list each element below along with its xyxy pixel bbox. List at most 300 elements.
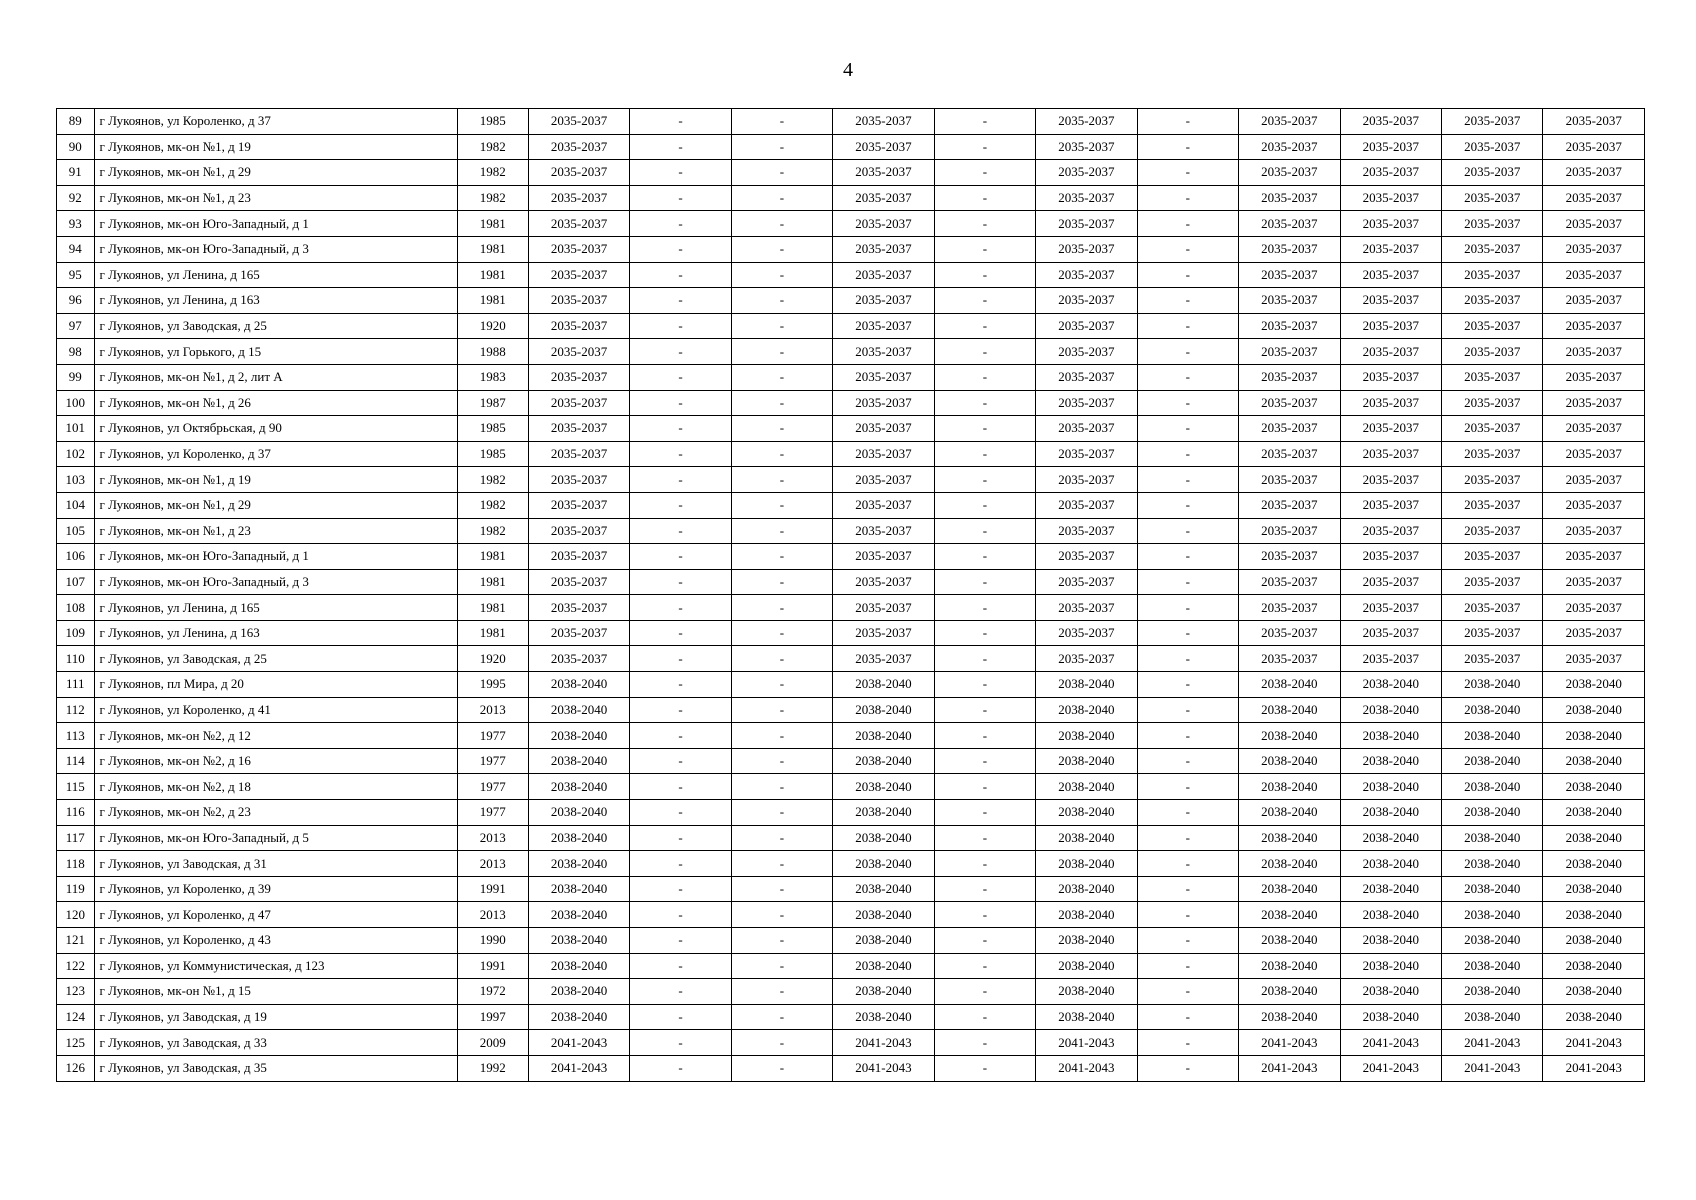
cell-period-col-4: 2035-2037 — [833, 160, 934, 186]
cell-period-col-10: 2041-2043 — [1442, 1055, 1543, 1081]
cell-period-col-4: 2035-2037 — [833, 262, 934, 288]
cell-period-col-1: 2035-2037 — [528, 646, 629, 672]
table-row — [57, 288, 1645, 314]
cell-period-col-1: 2035-2037 — [528, 364, 629, 390]
cell-period-col-8: 2038-2040 — [1239, 928, 1340, 954]
cell-period-col-8: 2035-2037 — [1239, 646, 1340, 672]
cell-year-built: 1983 — [457, 364, 528, 390]
cell-period-col-1: 2035-2037 — [528, 544, 629, 570]
cell-period-col-9: 2035-2037 — [1340, 390, 1441, 416]
cell-period-col-7: - — [1137, 800, 1238, 826]
cell-row-number: 103 — [57, 467, 95, 493]
cell-period-col-10: 2035-2037 — [1442, 492, 1543, 518]
cell-year-built: 1977 — [457, 723, 528, 749]
cell-year-built: 1920 — [457, 646, 528, 672]
cell-period-col-4: 2038-2040 — [833, 825, 934, 851]
cell-period-col-3: - — [731, 595, 832, 621]
cell-period-col-9: 2041-2043 — [1340, 1030, 1441, 1056]
cell-period-col-3: - — [731, 236, 832, 262]
cell-period-col-1: 2035-2037 — [528, 109, 629, 135]
table-row — [57, 1055, 1645, 1081]
cell-period-col-4: 2035-2037 — [833, 441, 934, 467]
table-row — [57, 825, 1645, 851]
cell-period-col-4: 2035-2037 — [833, 390, 934, 416]
cell-address: г Лукоянов, мк-он №1, д 29 — [94, 160, 457, 186]
table-row — [57, 416, 1645, 442]
cell-period-col-5: - — [934, 1030, 1035, 1056]
cell-period-col-5: - — [934, 646, 1035, 672]
cell-period-col-8: 2035-2037 — [1239, 492, 1340, 518]
cell-period-col-11: 2035-2037 — [1543, 236, 1645, 262]
cell-period-col-10: 2038-2040 — [1442, 953, 1543, 979]
cell-period-col-6: 2038-2040 — [1036, 723, 1137, 749]
cell-period-col-8: 2035-2037 — [1239, 288, 1340, 314]
cell-address: г Лукоянов, мк-он №1, д 23 — [94, 518, 457, 544]
table-row — [57, 672, 1645, 698]
cell-period-col-8: 2035-2037 — [1239, 185, 1340, 211]
cell-period-col-5: - — [934, 595, 1035, 621]
cell-period-col-6: 2038-2040 — [1036, 697, 1137, 723]
cell-period-col-9: 2038-2040 — [1340, 723, 1441, 749]
cell-period-col-2: - — [630, 928, 731, 954]
cell-period-col-9: 2038-2040 — [1340, 876, 1441, 902]
cell-period-col-9: 2035-2037 — [1340, 236, 1441, 262]
cell-year-built: 1982 — [457, 160, 528, 186]
cell-period-col-5: - — [934, 441, 1035, 467]
cell-period-col-3: - — [731, 646, 832, 672]
cell-period-col-5: - — [934, 953, 1035, 979]
cell-period-col-2: - — [630, 569, 731, 595]
cell-row-number: 102 — [57, 441, 95, 467]
cell-period-col-6: 2035-2037 — [1036, 518, 1137, 544]
table-row — [57, 902, 1645, 928]
cell-period-col-11: 2035-2037 — [1543, 620, 1645, 646]
cell-period-col-4: 2038-2040 — [833, 748, 934, 774]
cell-period-col-11: 2035-2037 — [1543, 211, 1645, 237]
cell-period-col-4: 2035-2037 — [833, 236, 934, 262]
cell-period-col-1: 2038-2040 — [528, 825, 629, 851]
cell-period-col-7: - — [1137, 876, 1238, 902]
cell-year-built: 1997 — [457, 1004, 528, 1030]
cell-period-col-1: 2035-2037 — [528, 492, 629, 518]
cell-period-col-2: - — [630, 262, 731, 288]
cell-row-number: 112 — [57, 697, 95, 723]
cell-year-built: 1982 — [457, 467, 528, 493]
cell-period-col-1: 2035-2037 — [528, 339, 629, 365]
cell-period-col-1: 2035-2037 — [528, 134, 629, 160]
cell-period-col-8: 2038-2040 — [1239, 748, 1340, 774]
cell-row-number: 109 — [57, 620, 95, 646]
cell-period-col-9: 2038-2040 — [1340, 748, 1441, 774]
cell-period-col-7: - — [1137, 390, 1238, 416]
cell-period-col-3: - — [731, 416, 832, 442]
cell-period-col-5: - — [934, 672, 1035, 698]
cell-address: г Лукоянов, мк-он №1, д 19 — [94, 467, 457, 493]
cell-period-col-1: 2038-2040 — [528, 902, 629, 928]
cell-period-col-10: 2035-2037 — [1442, 416, 1543, 442]
cell-period-col-3: - — [731, 928, 832, 954]
cell-period-col-5: - — [934, 723, 1035, 749]
cell-year-built: 1995 — [457, 672, 528, 698]
table-row — [57, 339, 1645, 365]
cell-period-col-11: 2038-2040 — [1543, 953, 1645, 979]
cell-period-col-3: - — [731, 851, 832, 877]
cell-period-col-6: 2038-2040 — [1036, 800, 1137, 826]
table-row — [57, 646, 1645, 672]
cell-period-col-2: - — [630, 364, 731, 390]
cell-period-col-8: 2041-2043 — [1239, 1030, 1340, 1056]
cell-period-col-11: 2038-2040 — [1543, 723, 1645, 749]
table-row — [57, 851, 1645, 877]
cell-row-number: 105 — [57, 518, 95, 544]
cell-year-built: 1981 — [457, 211, 528, 237]
cell-period-col-7: - — [1137, 1004, 1238, 1030]
cell-period-col-7: - — [1137, 313, 1238, 339]
cell-period-col-6: 2035-2037 — [1036, 262, 1137, 288]
cell-period-col-8: 2035-2037 — [1239, 236, 1340, 262]
cell-period-col-10: 2035-2037 — [1442, 134, 1543, 160]
cell-period-col-10: 2038-2040 — [1442, 902, 1543, 928]
cell-period-col-1: 2035-2037 — [528, 313, 629, 339]
cell-period-col-5: - — [934, 697, 1035, 723]
cell-period-col-7: - — [1137, 441, 1238, 467]
cell-period-col-8: 2035-2037 — [1239, 518, 1340, 544]
table-row — [57, 518, 1645, 544]
table-row — [57, 800, 1645, 826]
cell-period-col-3: - — [731, 185, 832, 211]
cell-address: г Лукоянов, ул Заводская, д 31 — [94, 851, 457, 877]
cell-period-col-3: - — [731, 902, 832, 928]
cell-period-col-1: 2041-2043 — [528, 1030, 629, 1056]
cell-address: г Лукоянов, мк-он Юго-Западный, д 1 — [94, 211, 457, 237]
cell-period-col-7: - — [1137, 109, 1238, 135]
cell-period-col-6: 2038-2040 — [1036, 672, 1137, 698]
cell-period-col-9: 2035-2037 — [1340, 646, 1441, 672]
cell-period-col-7: - — [1137, 544, 1238, 570]
cell-period-col-11: 2038-2040 — [1543, 928, 1645, 954]
cell-period-col-11: 2035-2037 — [1543, 339, 1645, 365]
cell-period-col-8: 2035-2037 — [1239, 390, 1340, 416]
cell-period-col-6: 2035-2037 — [1036, 544, 1137, 570]
cell-year-built: 2009 — [457, 1030, 528, 1056]
cell-address: г Лукоянов, мк-он Юго-Западный, д 3 — [94, 569, 457, 595]
cell-period-col-2: - — [630, 723, 731, 749]
cell-period-col-7: - — [1137, 928, 1238, 954]
cell-row-number: 124 — [57, 1004, 95, 1030]
cell-period-col-8: 2038-2040 — [1239, 1004, 1340, 1030]
cell-row-number: 107 — [57, 569, 95, 595]
cell-period-col-7: - — [1137, 185, 1238, 211]
cell-period-col-2: - — [630, 953, 731, 979]
cell-period-col-5: - — [934, 748, 1035, 774]
cell-period-col-3: - — [731, 313, 832, 339]
cell-period-col-2: - — [630, 441, 731, 467]
cell-period-col-11: 2035-2037 — [1543, 518, 1645, 544]
cell-period-col-4: 2038-2040 — [833, 672, 934, 698]
cell-period-col-9: 2035-2037 — [1340, 262, 1441, 288]
cell-period-col-4: 2035-2037 — [833, 595, 934, 621]
cell-period-col-2: - — [630, 109, 731, 135]
cell-period-col-3: - — [731, 160, 832, 186]
cell-period-col-4: 2035-2037 — [833, 339, 934, 365]
cell-period-col-4: 2038-2040 — [833, 876, 934, 902]
cell-period-col-7: - — [1137, 339, 1238, 365]
cell-period-col-8: 2041-2043 — [1239, 1055, 1340, 1081]
cell-period-col-8: 2038-2040 — [1239, 851, 1340, 877]
cell-period-col-2: - — [630, 236, 731, 262]
table-row — [57, 109, 1645, 135]
cell-period-col-7: - — [1137, 288, 1238, 314]
cell-period-col-8: 2035-2037 — [1239, 364, 1340, 390]
cell-period-col-4: 2035-2037 — [833, 288, 934, 314]
cell-period-col-2: - — [630, 518, 731, 544]
cell-period-col-7: - — [1137, 467, 1238, 493]
cell-address: г Лукоянов, ул Заводская, д 25 — [94, 646, 457, 672]
cell-period-col-6: 2041-2043 — [1036, 1055, 1137, 1081]
cell-period-col-1: 2038-2040 — [528, 800, 629, 826]
cell-period-col-2: - — [630, 416, 731, 442]
cell-period-col-1: 2035-2037 — [528, 160, 629, 186]
table-row — [57, 1004, 1645, 1030]
cell-period-col-3: - — [731, 1004, 832, 1030]
cell-period-col-10: 2038-2040 — [1442, 928, 1543, 954]
cell-period-col-8: 2035-2037 — [1239, 569, 1340, 595]
cell-period-col-6: 2038-2040 — [1036, 825, 1137, 851]
cell-period-col-1: 2041-2043 — [528, 1055, 629, 1081]
cell-period-col-2: - — [630, 979, 731, 1005]
cell-period-col-5: - — [934, 544, 1035, 570]
cell-period-col-1: 2038-2040 — [528, 774, 629, 800]
cell-period-col-8: 2038-2040 — [1239, 697, 1340, 723]
cell-period-col-6: 2035-2037 — [1036, 646, 1137, 672]
cell-period-col-11: 2035-2037 — [1543, 185, 1645, 211]
cell-period-col-2: - — [630, 825, 731, 851]
cell-period-col-8: 2035-2037 — [1239, 109, 1340, 135]
cell-row-number: 111 — [57, 672, 95, 698]
cell-period-col-5: - — [934, 774, 1035, 800]
cell-period-col-7: - — [1137, 748, 1238, 774]
cell-address: г Лукоянов, мк-он №2, д 18 — [94, 774, 457, 800]
cell-period-col-4: 2035-2037 — [833, 416, 934, 442]
cell-address: г Лукоянов, ул Горького, д 15 — [94, 339, 457, 365]
cell-period-col-2: - — [630, 467, 731, 493]
cell-period-col-11: 2035-2037 — [1543, 646, 1645, 672]
cell-period-col-4: 2038-2040 — [833, 928, 934, 954]
cell-address: г Лукоянов, ул Короленко, д 37 — [94, 109, 457, 135]
cell-year-built: 1977 — [457, 774, 528, 800]
cell-period-col-4: 2035-2037 — [833, 544, 934, 570]
cell-period-col-4: 2035-2037 — [833, 620, 934, 646]
cell-period-col-4: 2038-2040 — [833, 723, 934, 749]
cell-period-col-10: 2038-2040 — [1442, 774, 1543, 800]
cell-period-col-2: - — [630, 620, 731, 646]
table-row — [57, 723, 1645, 749]
cell-period-col-8: 2035-2037 — [1239, 416, 1340, 442]
cell-period-col-3: - — [731, 288, 832, 314]
cell-period-col-11: 2035-2037 — [1543, 492, 1645, 518]
cell-period-col-3: - — [731, 109, 832, 135]
cell-period-col-10: 2035-2037 — [1442, 211, 1543, 237]
cell-year-built: 1977 — [457, 748, 528, 774]
cell-period-col-10: 2035-2037 — [1442, 364, 1543, 390]
cell-period-col-6: 2035-2037 — [1036, 185, 1137, 211]
cell-period-col-4: 2035-2037 — [833, 109, 934, 135]
table-row — [57, 620, 1645, 646]
cell-address: г Лукоянов, ул Заводская, д 25 — [94, 313, 457, 339]
cell-period-col-5: - — [934, 364, 1035, 390]
cell-row-number: 95 — [57, 262, 95, 288]
cell-period-col-10: 2035-2037 — [1442, 185, 1543, 211]
table-row — [57, 748, 1645, 774]
cell-period-col-10: 2038-2040 — [1442, 723, 1543, 749]
cell-year-built: 1972 — [457, 979, 528, 1005]
cell-period-col-1: 2035-2037 — [528, 185, 629, 211]
table-row — [57, 569, 1645, 595]
cell-period-col-4: 2038-2040 — [833, 1004, 934, 1030]
cell-row-number: 126 — [57, 1055, 95, 1081]
cell-period-col-11: 2035-2037 — [1543, 416, 1645, 442]
cell-row-number: 123 — [57, 979, 95, 1005]
cell-period-col-1: 2038-2040 — [528, 748, 629, 774]
cell-period-col-9: 2035-2037 — [1340, 288, 1441, 314]
cell-period-col-5: - — [934, 876, 1035, 902]
cell-address: г Лукоянов, ул Короленко, д 39 — [94, 876, 457, 902]
cell-period-col-5: - — [934, 416, 1035, 442]
cell-period-col-11: 2035-2037 — [1543, 467, 1645, 493]
cell-period-col-3: - — [731, 492, 832, 518]
cell-period-col-3: - — [731, 390, 832, 416]
cell-period-col-10: 2038-2040 — [1442, 672, 1543, 698]
cell-period-col-8: 2035-2037 — [1239, 134, 1340, 160]
cell-period-col-2: - — [630, 851, 731, 877]
cell-period-col-5: - — [934, 492, 1035, 518]
cell-period-col-8: 2038-2040 — [1239, 953, 1340, 979]
cell-period-col-1: 2038-2040 — [528, 1004, 629, 1030]
cell-period-col-2: - — [630, 1004, 731, 1030]
cell-period-col-2: - — [630, 595, 731, 621]
cell-period-col-1: 2035-2037 — [528, 620, 629, 646]
cell-period-col-3: - — [731, 364, 832, 390]
cell-period-col-5: - — [934, 313, 1035, 339]
cell-period-col-4: 2035-2037 — [833, 646, 934, 672]
cell-period-col-5: - — [934, 467, 1035, 493]
cell-period-col-7: - — [1137, 825, 1238, 851]
cell-period-col-6: 2035-2037 — [1036, 416, 1137, 442]
cell-row-number: 125 — [57, 1030, 95, 1056]
cell-period-col-1: 2038-2040 — [528, 851, 629, 877]
cell-period-col-11: 2035-2037 — [1543, 441, 1645, 467]
cell-period-col-9: 2035-2037 — [1340, 595, 1441, 621]
cell-period-col-9: 2038-2040 — [1340, 979, 1441, 1005]
cell-period-col-4: 2038-2040 — [833, 697, 934, 723]
cell-period-col-5: - — [934, 211, 1035, 237]
cell-address: г Лукоянов, ул Заводская, д 35 — [94, 1055, 457, 1081]
cell-period-col-5: - — [934, 620, 1035, 646]
cell-period-col-2: - — [630, 160, 731, 186]
cell-period-col-8: 2038-2040 — [1239, 723, 1340, 749]
table-row — [57, 979, 1645, 1005]
cell-period-col-4: 2035-2037 — [833, 492, 934, 518]
cell-period-col-7: - — [1137, 1055, 1238, 1081]
cell-period-col-4: 2038-2040 — [833, 800, 934, 826]
cell-period-col-2: - — [630, 672, 731, 698]
cell-period-col-3: - — [731, 518, 832, 544]
cell-period-col-6: 2035-2037 — [1036, 441, 1137, 467]
cell-period-col-6: 2035-2037 — [1036, 569, 1137, 595]
cell-period-col-11: 2041-2043 — [1543, 1055, 1645, 1081]
cell-year-built: 1981 — [457, 544, 528, 570]
cell-address: г Лукоянов, мк-он №1, д 2, лит А — [94, 364, 457, 390]
cell-period-col-2: - — [630, 211, 731, 237]
cell-row-number: 106 — [57, 544, 95, 570]
cell-period-col-6: 2035-2037 — [1036, 390, 1137, 416]
cell-period-col-11: 2035-2037 — [1543, 134, 1645, 160]
cell-period-col-10: 2035-2037 — [1442, 441, 1543, 467]
cell-period-col-10: 2035-2037 — [1442, 544, 1543, 570]
cell-period-col-1: 2035-2037 — [528, 518, 629, 544]
cell-period-col-2: - — [630, 774, 731, 800]
cell-period-col-9: 2035-2037 — [1340, 441, 1441, 467]
cell-period-col-5: - — [934, 569, 1035, 595]
cell-period-col-3: - — [731, 1055, 832, 1081]
cell-period-col-2: - — [630, 876, 731, 902]
cell-period-col-1: 2038-2040 — [528, 697, 629, 723]
table-row — [57, 544, 1645, 570]
cell-period-col-7: - — [1137, 723, 1238, 749]
cell-period-col-5: - — [934, 928, 1035, 954]
cell-period-col-3: - — [731, 876, 832, 902]
cell-period-col-10: 2035-2037 — [1442, 620, 1543, 646]
cell-period-col-10: 2035-2037 — [1442, 109, 1543, 135]
schedule-table — [56, 108, 1645, 1082]
cell-period-col-2: - — [630, 185, 731, 211]
cell-address: г Лукоянов, ул Ленина, д 163 — [94, 620, 457, 646]
table-row — [57, 928, 1645, 954]
cell-row-number: 97 — [57, 313, 95, 339]
cell-period-col-1: 2035-2037 — [528, 569, 629, 595]
cell-row-number: 98 — [57, 339, 95, 365]
table-body — [57, 109, 1645, 1082]
cell-address: г Лукоянов, ул Коммунистическая, д 123 — [94, 953, 457, 979]
cell-period-col-4: 2035-2037 — [833, 211, 934, 237]
cell-period-col-5: - — [934, 851, 1035, 877]
cell-period-col-8: 2038-2040 — [1239, 800, 1340, 826]
cell-period-col-6: 2035-2037 — [1036, 288, 1137, 314]
cell-period-col-4: 2035-2037 — [833, 134, 934, 160]
cell-address: г Лукоянов, ул Короленко, д 37 — [94, 441, 457, 467]
cell-period-col-4: 2035-2037 — [833, 364, 934, 390]
cell-year-built: 1982 — [457, 518, 528, 544]
cell-period-col-3: - — [731, 262, 832, 288]
cell-period-col-11: 2041-2043 — [1543, 1030, 1645, 1056]
cell-period-col-4: 2035-2037 — [833, 185, 934, 211]
cell-period-col-1: 2035-2037 — [528, 236, 629, 262]
cell-period-col-11: 2038-2040 — [1543, 851, 1645, 877]
cell-period-col-1: 2035-2037 — [528, 416, 629, 442]
cell-period-col-7: - — [1137, 134, 1238, 160]
cell-period-col-7: - — [1137, 774, 1238, 800]
cell-row-number: 117 — [57, 825, 95, 851]
cell-period-col-8: 2038-2040 — [1239, 825, 1340, 851]
cell-period-col-11: 2038-2040 — [1543, 697, 1645, 723]
cell-period-col-1: 2035-2037 — [528, 211, 629, 237]
cell-period-col-6: 2035-2037 — [1036, 339, 1137, 365]
cell-period-col-2: - — [630, 390, 731, 416]
cell-period-col-3: - — [731, 620, 832, 646]
cell-period-col-5: - — [934, 134, 1035, 160]
cell-period-col-11: 2038-2040 — [1543, 672, 1645, 698]
cell-period-col-5: - — [934, 800, 1035, 826]
